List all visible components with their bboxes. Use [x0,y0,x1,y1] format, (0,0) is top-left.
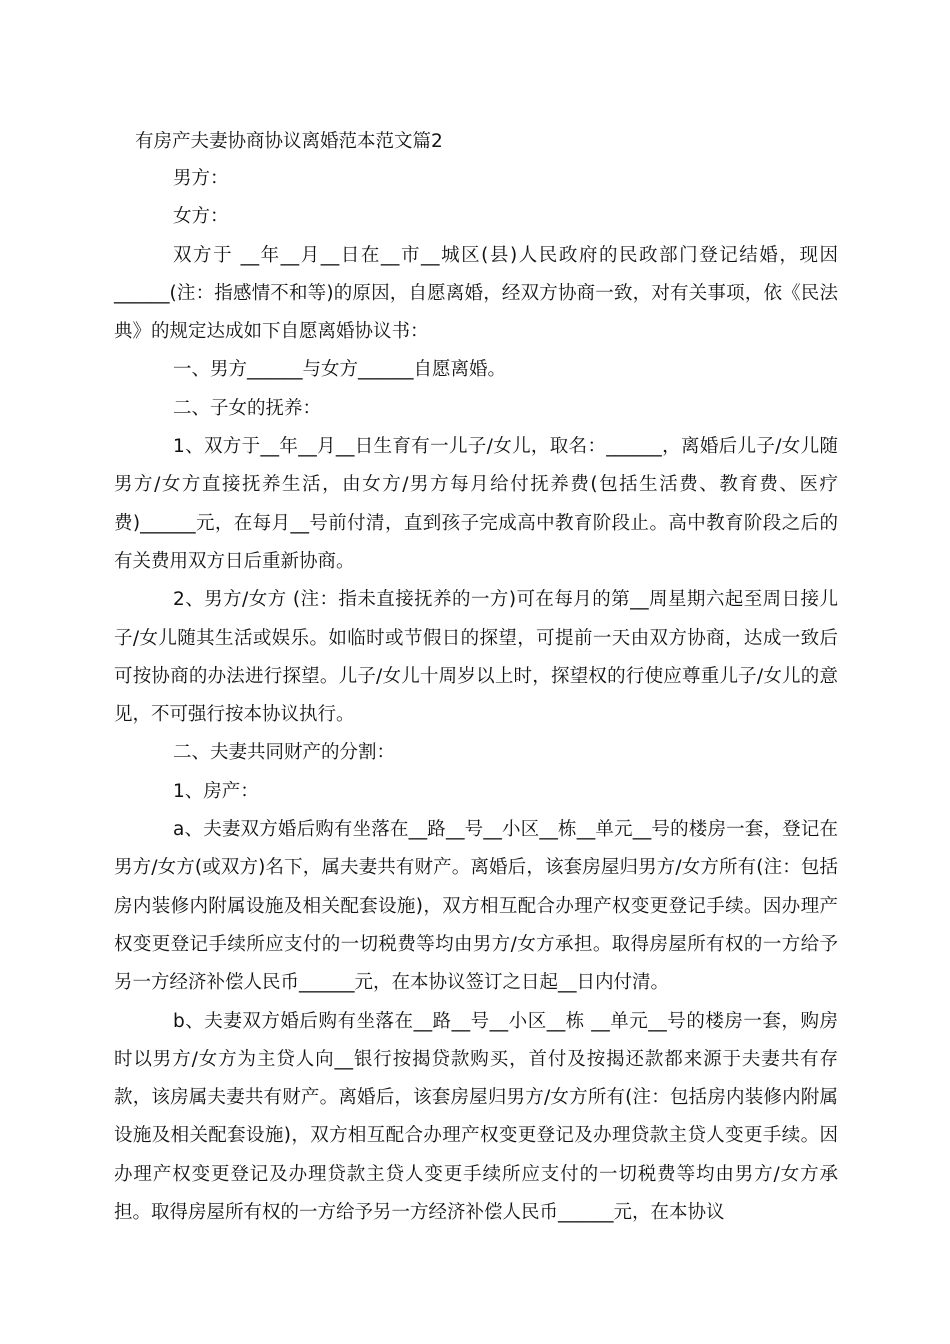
paragraph-child-support: 1、双方于__年__月__日生育有一儿子/女儿，取名：______，离婚后儿子/女儿随男方/女方直接抚养生活，由女方/男方每月给付抚养费(包括生活费、教育费、医疗费)______元，在每月__号前付清，直到孩子完成高中教育阶段止。高中教育阶段之后的有关费用双方日后重新协商。 [114,436,838,572]
document-title: 有房产夫妻协商协议离婚范本范文篇2 [135,131,443,152]
paragraph-visitation: 2、男方/女方 (注：指未直接抚养的一方)可在每月的第__周星期六起至周日接儿子/女儿随其生活或娱乐。如临时或节假日的探望，可提前一天由双方协商，达成一致后可按协商的办法进行探望。儿子/女儿十周岁以上时，探望权的行使应尊重儿子/女儿的意见，不可强行按本协议执行。 [114,589,838,726]
paragraph-heading-property-division: 二、夫妻共同财产的分割： [173,742,396,764]
paragraph-female-party: 女方： [173,206,229,228]
paragraph-clause-divorce: 一、男方______与女方______自愿离婚。 [173,359,507,381]
paragraph-preamble: 双方于 __年__月__日在__市__城区(县)人民政府的民政部门登记结婚，现因______(注：指感情不和等)的原因，自愿离婚，经双方协商一致，对有关事项，依《民法典》的规定达成如下自愿离婚协议书： [114,244,838,343]
paragraph-heading-child-custody: 二、子女的抚养： [173,397,322,419]
paragraph-heading-real-estate: 1、房产： [173,780,259,802]
paragraph-property-b: b、夫妻双方婚后购有坐落在__路__号__小区__栋 __单元__号的楼房一套，购房时以男方/女方为主贷人向__银行按揭贷款购买，首付及按揭还款都来源于夫妻共有存款，该房属夫妻共有财产。离婚后，该套房屋归男方/女方所有(注：包括房内装修内附属设施及相关配套设施)，双方相互配合办理产权变更登记及办理贷款主贷人变更手续。因办理产权变更登记及办理贷款主贷人变更手续所应支付的一切税费等均由男方/女方承担。取得房屋所有权的一方给予另一方经济补偿人民币______元，在本协议 [114,1010,838,1224]
document-body [114,160,838,1232]
paragraph-male-party: 男方： [173,168,229,189]
paragraph-property-a: a、夫妻双方婚后购有坐落在__路__号__小区__栋__单元__号的楼房一套，登记在男方/女方(或双方)名下，属夫妻共有财产。离婚后，该套房屋归男方/女方所有(注：包括房内装修内附属设施及相关配套设施)，双方相互配合办理产权变更登记手续。因办理产权变更登记手续所应支付的一切税费等均由男方/女方承担。取得房屋所有权的一方给予另一方经济补偿人民币______元，在本协议签订之日起__日内付清。 [114,819,838,994]
